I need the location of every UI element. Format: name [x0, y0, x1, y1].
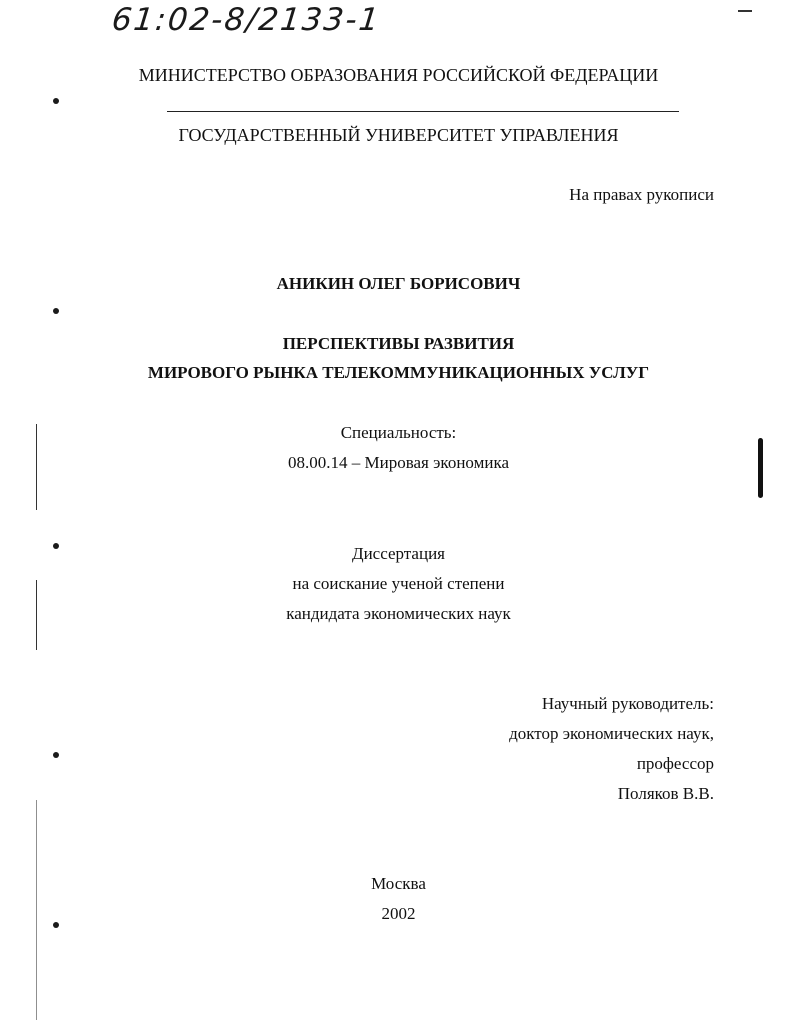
- header-divider: [167, 111, 679, 112]
- scan-corner-mark: [738, 10, 752, 12]
- author-name: АНИКИН ОЛЕГ БОРИСОВИЧ: [276, 274, 521, 293]
- degree-line2: на соискание ученой степени: [292, 574, 505, 593]
- manuscript-note: На правах рукописи: [569, 185, 714, 204]
- year: 2002: [381, 904, 416, 923]
- dissertation-title-line1: ПЕРСПЕКТИВЫ РАЗВИТИЯ: [282, 334, 515, 353]
- advisor-name: Поляков В.В.: [617, 784, 714, 803]
- dissertation-title-line2: МИРОВОГО РЫНКА ТЕЛЕКОММУНИКАЦИОННЫХ УСЛУГ: [147, 363, 650, 382]
- specialty-label: Специальность:: [340, 423, 457, 442]
- ministry-heading: МИНИСТЕРСТВО ОБРАЗОВАНИЯ РОССИЙСКОЙ ФЕДЕРАЦИИ: [138, 65, 659, 85]
- advisor-degree: доктор экономических наук,: [509, 724, 714, 743]
- scan-margin-mark: [36, 424, 37, 510]
- degree-line3: кандидата экономических наук: [286, 604, 511, 623]
- scan-speck: [53, 308, 59, 314]
- scan-speck: [53, 543, 59, 549]
- scan-speck: [53, 98, 59, 104]
- advisor-rank: профессор: [636, 754, 714, 773]
- scan-margin-mark: [36, 800, 37, 1020]
- specialty-value: 08.00.14 – Мировая экономика: [288, 453, 509, 472]
- scan-margin-mark: [36, 580, 37, 650]
- degree-line1: Диссертация: [351, 544, 445, 563]
- city: Москва: [371, 874, 426, 893]
- scan-speck: [53, 752, 59, 758]
- university-heading: ГОСУДАРСТВЕННЫЙ УНИВЕРСИТЕТ УПРАВЛЕНИЯ: [178, 125, 619, 145]
- advisor-label: Научный руководитель:: [541, 694, 714, 713]
- scan-edge-shadow: [758, 438, 763, 498]
- scan-speck: [53, 922, 59, 928]
- handwritten-catalog-code: 61:02-8/2133-1: [110, 2, 383, 38]
